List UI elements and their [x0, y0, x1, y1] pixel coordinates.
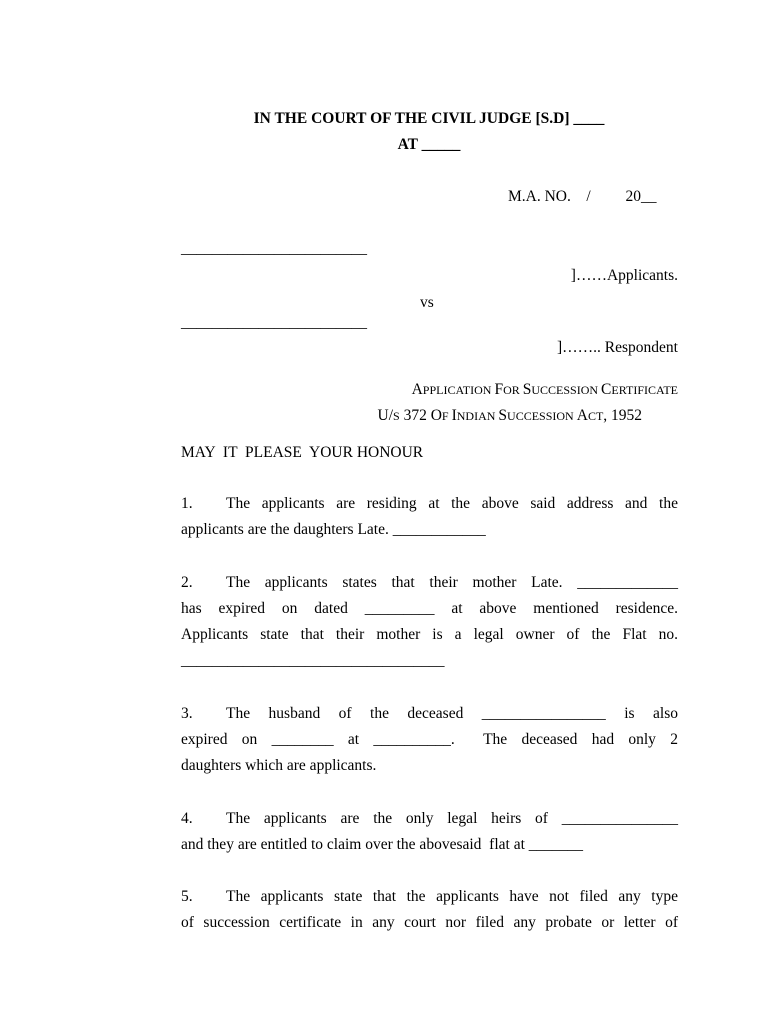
versus-label: vs [420, 294, 434, 311]
paragraph-line: 5. The applicants state that the applicants have not filed any type [181, 884, 678, 910]
paragraph-line: daughters which are applicants. [181, 757, 377, 774]
paragraph-line: expired on ________ at __________. The deceased had only 2 [181, 731, 678, 748]
paragraph-line: of succession certificate in any court nor filed any probate or letter of [181, 914, 678, 931]
respondent-name-blank: ________________________ [181, 314, 367, 331]
paragraph-2 [181, 570, 678, 674]
paragraph-line: Applicants state that their mother is a legal owner of the Flat no. [181, 626, 678, 643]
applicants-label: ]……Applicants. [570, 267, 678, 284]
applicant-name-blank: ________________________ [181, 240, 367, 257]
respondent-label: ]…….. Respondent [557, 339, 678, 356]
paragraph-number: 5. [181, 888, 193, 905]
paragraph-line: 3. The husband of the deceased ________________ is also [181, 701, 678, 727]
application-title-line2: U/S 372 OF INDIAN SUCCESSION ACT, 1952 [377, 406, 643, 424]
paragraph-5 [181, 884, 678, 936]
paragraph-line: 1. The applicants are residing at the above said address and the [181, 491, 678, 517]
paragraph-line: and they are entitled to claim over the abovesaid flat at _______ [181, 836, 584, 853]
paragraph-1 [181, 491, 678, 543]
paragraph-number: 1. [181, 495, 193, 512]
court-location: AT _____ [397, 136, 461, 153]
paragraph-4 [181, 806, 678, 858]
application-title-line1: APPLICATION FOR SUCCESSION CERTIFICATE [411, 380, 678, 398]
paragraph-line: 2. The applicants states that their mother Late. _____________ [181, 570, 678, 596]
court-heading: IN THE COURT OF THE CIVIL JUDGE [S.D] ____ [253, 110, 605, 127]
paragraph-number: 2. [181, 574, 193, 591]
paragraph-line: 4. The applicants are the only legal heirs of _______________ [181, 806, 678, 832]
salutation: MAY IT PLEASE YOUR HONOUR [181, 444, 424, 461]
paragraph-line: applicants are the daughters Late. ____________ [181, 521, 486, 538]
case-number: M.A. NO. / 20__ [508, 188, 657, 205]
paragraph-line: __________________________________ [181, 652, 445, 669]
paragraph-3 [181, 701, 678, 779]
paragraph-number: 4. [181, 810, 193, 827]
paragraph-line: has expired on dated _________ at above mentioned residence. [181, 600, 678, 617]
paragraph-number: 3. [181, 705, 193, 722]
